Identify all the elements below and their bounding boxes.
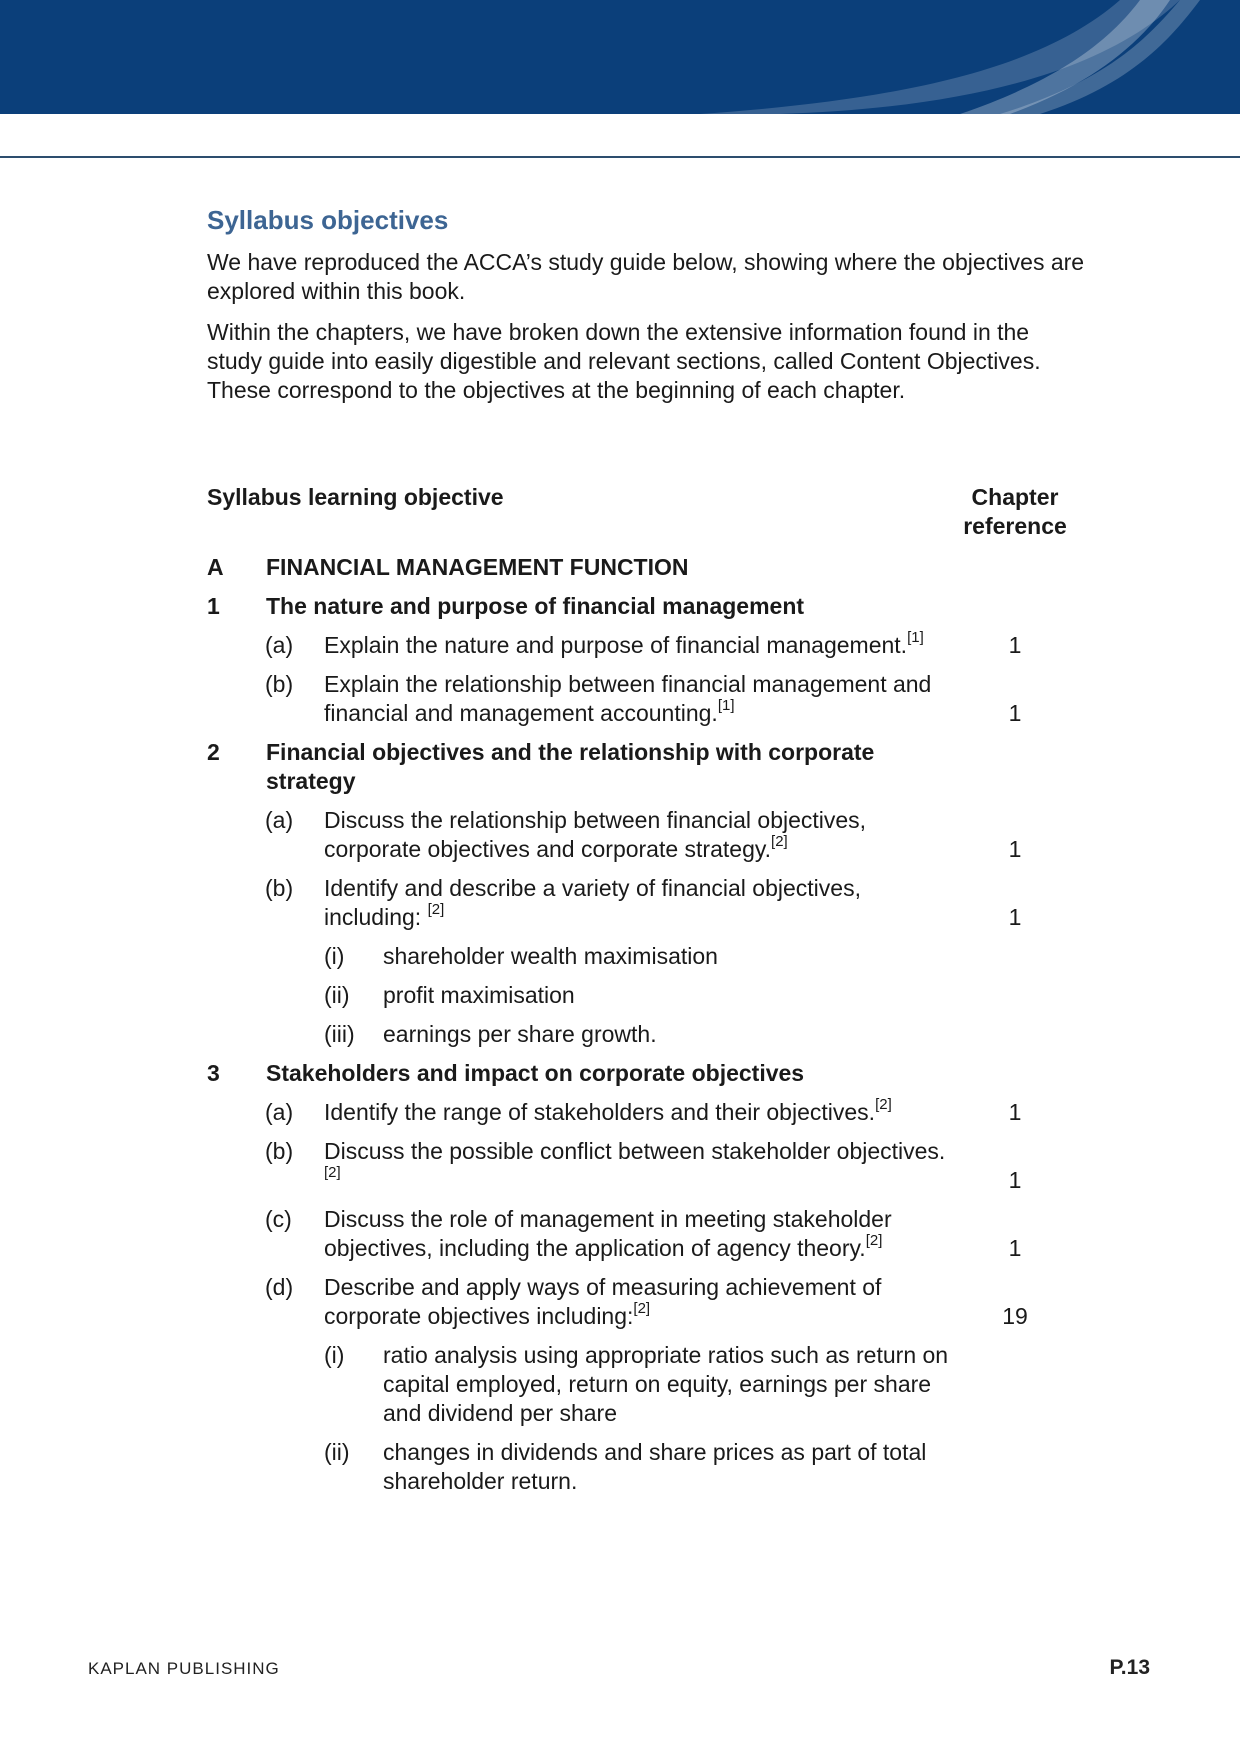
- table-row: [207, 1205, 1087, 1263]
- row-text: [383, 942, 953, 971]
- row-text-body: shareholder wealth maximisation: [383, 943, 718, 969]
- table-row: [207, 631, 1087, 660]
- chapter-header-line: reference: [963, 513, 1067, 539]
- row-text-body: profit maximisation: [383, 982, 575, 1008]
- table-row: [207, 806, 1087, 864]
- row-text-body: earnings per share growth.: [383, 1021, 657, 1047]
- row-text: [383, 1341, 953, 1428]
- table-row: [207, 874, 1087, 932]
- page-heading: Syllabus objectives: [207, 205, 449, 235]
- chapter-header-line: Chapter: [971, 484, 1059, 510]
- row-text: [324, 1273, 954, 1331]
- table-row: [207, 1341, 1087, 1428]
- row-label: (i): [324, 1342, 345, 1368]
- table-header: [207, 483, 1087, 553]
- chapter-reference: 1: [1008, 632, 1022, 658]
- row-text: [324, 1098, 954, 1127]
- row-text-body: Identify the range of stakeholders and their objectives.: [324, 1099, 876, 1125]
- row-text-body: Financial objectives and the relationship with corporate strategy: [266, 739, 875, 794]
- row-label: (ii): [324, 982, 350, 1008]
- footer-page-number: P.13: [1109, 1656, 1150, 1679]
- intro-paragraph: Within the chapters, we have broken down the extensive information found in the study guide into easily digestible and relevant sections, called Content Objectives. These correspond to the objectives at the beginning of each chapter.: [207, 319, 1041, 403]
- header-rule: [0, 156, 1240, 158]
- table-row: [207, 981, 1087, 1010]
- row-label: (iii): [324, 1021, 355, 1047]
- row-label: 2: [207, 739, 220, 765]
- row-text-body: Describe and apply ways of measuring achievement of corporate objectives including:: [324, 1274, 882, 1329]
- table-row: [207, 670, 1087, 728]
- row-text-body: Identify and describe a variety of financial objectives, including:: [324, 875, 861, 930]
- row-label: (a): [265, 632, 294, 658]
- row-text: [324, 1205, 954, 1263]
- table-row: [207, 1273, 1087, 1331]
- table-row: [207, 592, 1087, 621]
- row-text: [324, 806, 954, 864]
- row-text-body: Explain the nature and purpose of financial management.: [324, 632, 908, 658]
- table-row: [207, 1438, 1087, 1496]
- chapter-reference: 1: [1008, 1099, 1022, 1125]
- row-label: (b): [265, 671, 294, 697]
- row-text-body: Discuss the role of management in meeting stakeholder objectives, including the application of agency theory.: [324, 1206, 892, 1261]
- row-text: [266, 592, 956, 621]
- row-text-body: Discuss the possible conflict between stakeholder objectives.: [324, 1138, 946, 1164]
- table-row: [207, 1098, 1087, 1127]
- chapter-reference: 1: [1008, 1167, 1022, 1193]
- row-label: A: [207, 554, 224, 580]
- row-label: (i): [324, 943, 345, 969]
- row-label: (c): [265, 1206, 292, 1232]
- intro-paragraph: We have reproduced the ACCA’s study guide below, showing where the objectives are explored within this book.: [207, 249, 1085, 304]
- banner-swoosh-graphic: [0, 0, 1240, 114]
- table-row: [207, 942, 1087, 971]
- row-text: [383, 1020, 953, 1049]
- row-text-body: Stakeholders and impact on corporate objectives: [266, 1060, 805, 1086]
- row-text-body: Explain the relationship between financial management and financial and management accounting.: [324, 671, 932, 726]
- row-label: (d): [265, 1274, 294, 1300]
- row-text: [266, 553, 956, 582]
- row-text: [324, 631, 954, 660]
- row-text: [324, 1137, 954, 1195]
- header-banner: [0, 0, 1240, 114]
- row-label: (b): [265, 1138, 294, 1164]
- table-row: [207, 553, 1087, 582]
- row-text: [383, 981, 953, 1010]
- intro-section: [207, 205, 1087, 417]
- level-note: [2]: [427, 901, 445, 919]
- level-note: [1]: [907, 629, 924, 647]
- table-row: [207, 1059, 1087, 1088]
- row-text: [324, 874, 954, 932]
- footer-publisher: KAPLAN PUBLISHING: [88, 1659, 280, 1678]
- row-label: (b): [265, 875, 294, 901]
- row-label: (a): [265, 807, 294, 833]
- level-note: [2]: [771, 833, 788, 851]
- table-row: [207, 1020, 1087, 1049]
- level-note: [2]: [875, 1096, 892, 1114]
- chapter-reference: 19: [1002, 1303, 1028, 1329]
- chapter-reference: 1: [1008, 700, 1022, 726]
- objective-column-header: Syllabus learning objective: [207, 484, 504, 510]
- table-row: [207, 1137, 1087, 1195]
- chapter-reference: 1: [1008, 904, 1022, 930]
- chapter-column-header: [947, 483, 1083, 541]
- level-note: [2]: [633, 1300, 651, 1318]
- level-note: [1]: [717, 697, 735, 715]
- row-label: 1: [207, 593, 220, 619]
- row-text-body: ratio analysis using appropriate ratios such as return on capital employed, return on equity, earnings per share and dividend per share: [383, 1342, 949, 1426]
- row-text: [266, 1059, 956, 1088]
- chapter-reference: 1: [1008, 1235, 1022, 1261]
- level-note: [2]: [865, 1232, 883, 1250]
- row-text-body: The nature and purpose of financial management: [266, 593, 805, 619]
- row-text-body: Discuss the relationship between financial objectives, corporate objectives and corporate strategy.: [324, 807, 867, 862]
- row-text-body: changes in dividends and share prices as part of total shareholder return.: [383, 1439, 927, 1494]
- chapter-reference: 1: [1008, 836, 1022, 862]
- row-label: 3: [207, 1060, 220, 1086]
- table-row: [207, 738, 1087, 796]
- row-text: [383, 1438, 953, 1496]
- row-label: (a): [265, 1099, 294, 1125]
- level-note: [2]: [324, 1164, 341, 1182]
- row-label: (ii): [324, 1439, 350, 1465]
- row-text: [324, 670, 954, 728]
- row-text: [266, 738, 956, 796]
- table-rows: [207, 553, 1087, 1496]
- row-text-body: FINANCIAL MANAGEMENT FUNCTION: [266, 554, 689, 580]
- syllabus-table: [207, 483, 1087, 1506]
